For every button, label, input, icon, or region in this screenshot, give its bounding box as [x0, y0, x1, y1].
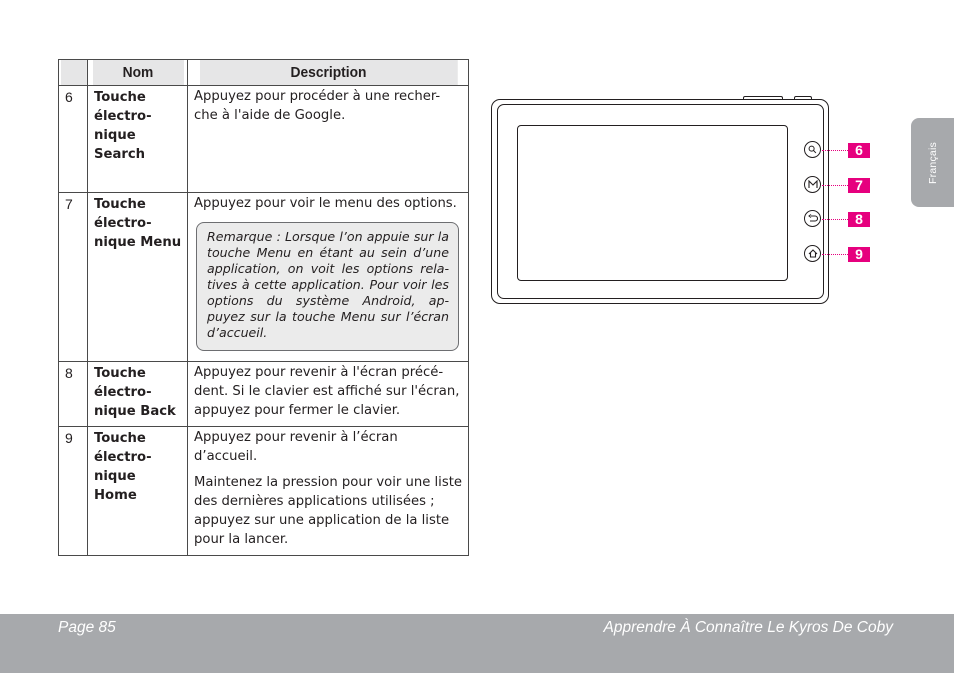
- search-key: [804, 141, 821, 158]
- key-name-line: électro-: [94, 450, 152, 465]
- key-name-line: Touche: [94, 197, 146, 212]
- key-name: [88, 427, 188, 556]
- description-text: Appuyez pour revenir à l'écran précé-dent. Si le clavier est affiché sur l'écran, appuyez pour fermer le clavier.: [194, 365, 460, 418]
- table-header-row: [59, 60, 469, 86]
- callout-badge-9: 9: [848, 247, 870, 262]
- description-text: Appuyez pour revenir à l’écran d’accueil.: [194, 430, 398, 464]
- key-name: [88, 193, 188, 362]
- callout-line: [822, 219, 848, 220]
- header-num: [60, 60, 87, 86]
- chapter-title: Apprendre À Connaître Le Kyros De Coby: [603, 619, 893, 636]
- callout-line: [822, 150, 848, 151]
- language-tab: [911, 118, 954, 207]
- key-name-line: nique Back: [94, 404, 176, 419]
- key-name: [88, 86, 188, 193]
- keys-table: [58, 59, 469, 556]
- remark-note: Remarque : Lorsque l’on appuie sur la touche Menu en étant au sein d’une application, on voit les options rela-tives à cette application. Pour voir les options du système Android, ap-puyez sur la touche Menu sur l’écran d’accueil.: [196, 222, 459, 351]
- page-number: Page 85: [58, 619, 116, 636]
- key-description: [188, 193, 469, 362]
- row-number: 9: [59, 427, 88, 556]
- home-key: [804, 245, 821, 262]
- back-key: [804, 210, 821, 227]
- key-name-line: Search: [94, 147, 146, 162]
- header-name: Nom: [92, 60, 184, 86]
- description-text: Maintenez la pression pour voir une liste des dernières applications utilisées ; appuyez sur une application de la liste pour la lancer.: [194, 475, 462, 547]
- key-name-line: Touche: [94, 90, 146, 105]
- menu-icon: [808, 180, 818, 189]
- row-number: 6: [59, 86, 88, 193]
- callout-badge-6: 6: [848, 143, 870, 158]
- key-name-line: électro-: [94, 385, 152, 400]
- key-name-line: nique: [94, 128, 136, 143]
- key-name-line: Touche: [94, 366, 146, 381]
- header-description: Description: [199, 60, 458, 86]
- key-name-line: nique Home: [94, 469, 137, 503]
- table-row: [59, 193, 469, 362]
- key-name: [88, 362, 188, 427]
- callout-line: [822, 185, 848, 186]
- menu-key: [804, 176, 821, 193]
- callout-badge-7: 7: [848, 178, 870, 193]
- table-row: [59, 427, 469, 556]
- table-row: [59, 86, 469, 193]
- key-description: [188, 427, 469, 556]
- row-number: 8: [59, 362, 88, 427]
- language-label: Français: [926, 141, 939, 184]
- key-name-line: nique Menu: [94, 235, 182, 250]
- back-icon: [808, 214, 818, 223]
- key-name-line: électro-: [94, 216, 152, 231]
- description-text: Appuyez pour procéder à une recher-che à l'aide de Google.: [194, 89, 441, 123]
- description-text: Appuyez pour voir le menu des options.: [194, 196, 457, 211]
- callout-line: [822, 254, 848, 255]
- tablet-screen: [517, 125, 788, 281]
- key-name-line: électro-: [94, 109, 152, 124]
- callout-badge-8: 8: [848, 212, 870, 227]
- key-description: [188, 86, 469, 193]
- key-description: [188, 362, 469, 427]
- key-name-line: Touche: [94, 431, 146, 446]
- home-icon: [808, 249, 818, 258]
- table-row: [59, 362, 469, 427]
- row-number: 7: [59, 193, 88, 362]
- page-footer: [0, 614, 954, 673]
- search-icon: [808, 145, 817, 154]
